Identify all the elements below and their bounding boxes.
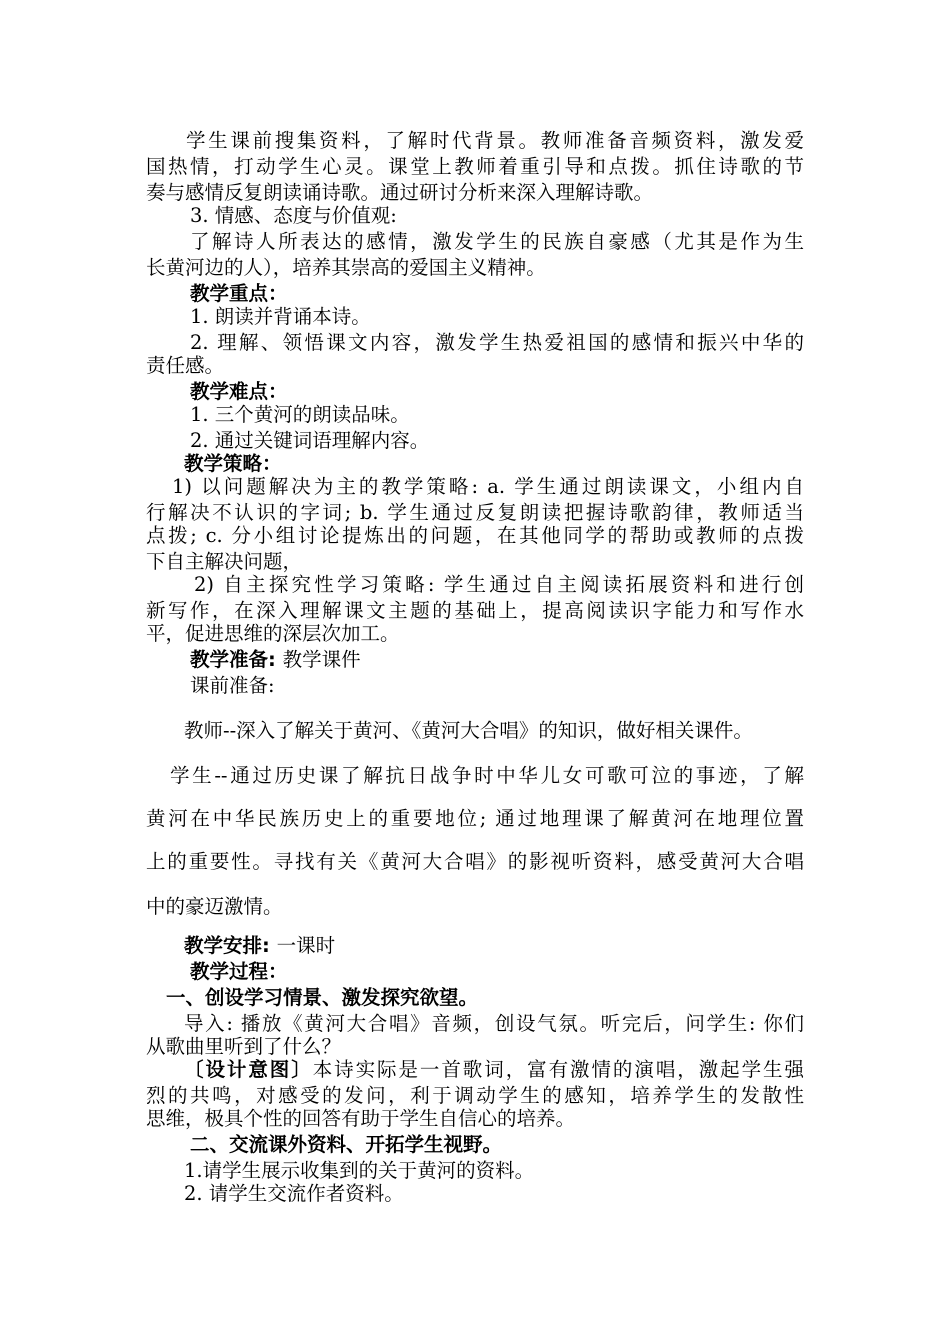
student-preparation-line-1: 学生--通过历史课了解抗日战争时中华儿女可歌可泣的事迹，了解 <box>170 764 804 787</box>
strategy-2-line-3: 平，促进思维的深层次加工。 <box>146 622 400 645</box>
design-intent-text: 本诗实际是一首歌词，富有激情的演唱，激起学生强 <box>312 1058 804 1081</box>
pre-class-preparation-label: 课前准备: <box>190 674 275 697</box>
strategy-1-line-1: 1) 以问题解决为主的教学策略: a. 学生通过朗读课文，小组内自 <box>172 475 804 498</box>
difficult-point-1: 1. 三个黄河的朗读品味。 <box>190 403 410 426</box>
heading-teaching-process: 教学过程： <box>190 960 288 983</box>
teaching-preparation-value: 教学课件 <box>282 648 361 671</box>
para-prep-line-2: 国热情，打动学生心灵。课堂上教师着重引导和点拨。抓住诗歌的节 <box>146 155 804 178</box>
design-intent-line-2: 烈的共鸣，对感受的发问，利于调动学生的感知，培养学生的发散性 <box>146 1084 804 1107</box>
teaching-preparation <box>190 647 361 673</box>
teaching-arrangement-value: 一课时 <box>276 934 336 957</box>
para-prep-line-3: 奏与感情反复朗读诵诗歌。通过研讨分析来深入理解诗歌。 <box>146 181 654 204</box>
section-1-heading: 一、创设学习情景、激发探究欲望。 <box>166 986 479 1009</box>
key-point-1: 1. 朗读并背诵本诗。 <box>190 305 371 328</box>
strategy-2-line-2: 新写作，在深入理解课文主题的基础上，提高阅读识字能力和写作水 <box>146 599 804 622</box>
teacher-preparation: 教师--深入了解关于黄河、《黄河大合唱》的知识，做好相关课件。 <box>184 719 753 742</box>
design-intent-label: 〔设计意图〕 <box>184 1058 313 1081</box>
design-intent-line-3: 思维，极具个性的回答有助于学生自信心的培养。 <box>146 1107 576 1130</box>
strategy-1-line-4: 下自主解决问题， <box>146 550 303 573</box>
strategy-1-line-3: 点拨; c. 分小组讨论提炼出的问题，在其他同学的帮助或教师的点拨 <box>146 524 804 547</box>
student-preparation-line-3: 上的重要性。寻找有关《黄河大合唱》的影视听资料，感受黄河大合唱 <box>146 850 804 873</box>
design-intent-line-1 <box>184 1057 804 1083</box>
section-2-heading: 二、交流课外资料、开拓学生视野。 <box>190 1133 503 1156</box>
student-preparation-line-2: 黄河在中华民族历史上的重要地位; 通过地理课了解黄河在地理位置 <box>146 807 804 830</box>
para-emotion-line-2: 长黄河边的人），培养其崇高的爱国主义精神。 <box>146 256 546 279</box>
para-prep-line-1: 学生课前搜集资料，了解时代背景。教师准备音频资料，激发爱 <box>186 129 804 152</box>
heading-key-points: 教学重点： <box>190 282 288 305</box>
student-preparation-line-4: 中的豪迈激情。 <box>146 895 283 918</box>
section-2-item-2: 2. 请学生交流作者资料。 <box>184 1182 404 1205</box>
key-point-2-line-1: 2. 理解、领悟课文内容，激发学生热爱祖国的感情和振兴中华的 <box>190 331 804 354</box>
strategy-2-line-1: 2) 自主探究性学习策略: 学生通过自主阅读拓展资料和进行创 <box>194 573 804 596</box>
introduction-line-1: 导入: 播放《黄河大合唱》音频，创设气氛。听完后，问学生: 你们 <box>184 1012 804 1035</box>
teaching-preparation-label: 教学准备: <box>190 648 283 671</box>
teaching-arrangement-label: 教学安排: <box>184 934 277 957</box>
difficult-point-2: 2. 通过关键词语理解内容。 <box>190 429 430 452</box>
key-point-2-line-2: 责任感。 <box>146 354 225 377</box>
heading-strategy: 教学策略： <box>184 452 282 475</box>
strategy-1-line-2: 行解决不认识的字词; b. 学生通过反复朗读把握诗歌韵律，教师适当 <box>146 501 804 524</box>
introduction-line-2: 从歌曲里听到了什么？ <box>146 1035 342 1058</box>
section-emotion-heading: 3. 情感、态度与价值观: <box>190 204 397 227</box>
section-2-item-1: 1.请学生展示收集到的关于黄河的资料。 <box>184 1159 535 1182</box>
heading-difficult-points: 教学难点： <box>190 380 288 403</box>
teaching-arrangement <box>184 933 335 959</box>
para-emotion-line-1: 了解诗人所表达的感情，激发学生的民族自豪感（尤其是作为生 <box>190 230 804 253</box>
